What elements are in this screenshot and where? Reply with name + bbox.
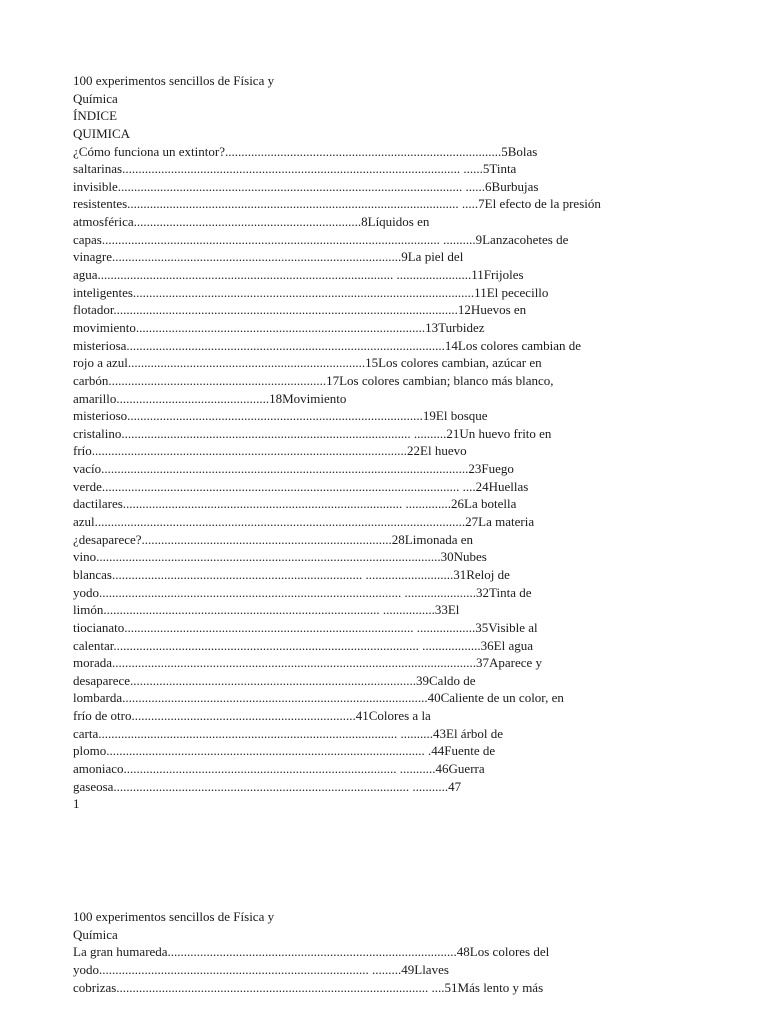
- text-line: plomo.................................................................................................. .44Fuente de: [73, 743, 496, 759]
- text-line: calentar.............................................................................................. ..................36El agua: [73, 637, 534, 653]
- text-line: yodo............................................................................................. ......................32Tinta de: [73, 584, 532, 600]
- text-line: gaseosa........................................................................................... ...........47: [73, 778, 462, 794]
- text-line: azul..................................................................................................................27La materia: [73, 514, 535, 530]
- text-line: amarillo...............................................18Movimiento: [73, 390, 347, 406]
- document-page-1: [73, 72, 703, 813]
- text-line: ¿desaparece?.............................................................................28Limonada en: [73, 531, 474, 547]
- text-line: misteriosa..................................................................................................14Los colores cambian de: [73, 337, 582, 353]
- text-line: ÍNDICE: [73, 108, 118, 124]
- text-line: desaparece........................................................................................39Caldo de: [73, 672, 476, 688]
- text-line: saltarinas........................................................................................................ ......5Tinta: [73, 161, 517, 177]
- text-line: ¿Cómo funciona un extintor?.....................................................................................5Bolas: [73, 143, 538, 159]
- text-line: frío.................................................................................................22El huevo: [73, 443, 467, 459]
- text-line: limón..................................................................................... ................33El: [73, 602, 460, 618]
- text-line: atmosférica......................................................................8Líquidos en: [73, 214, 430, 230]
- text-line: resistentes...................................................................................................... .....7El efecto de la presión: [73, 196, 601, 212]
- text-line: verde.............................................................................................................. ....24Huellas: [73, 478, 529, 494]
- text-line: vinagre.........................................................................................9La piel del: [73, 249, 464, 265]
- document-page-2: [73, 908, 703, 996]
- text-line: agua........................................................................................... .......................11Frijoles: [73, 267, 524, 283]
- text-line: dactilares...................................................................................... ..............26La botella: [73, 496, 517, 512]
- text-line: misterioso...........................................................................................19El bosque: [73, 408, 488, 424]
- text-line: invisible.......................................................................................................... ......6Burbujas: [73, 178, 539, 194]
- text-line: carbón...................................................................17Los colores cambian; blanco más blanco,: [73, 372, 554, 388]
- text-line: yodo................................................................................... .........49Llaves: [73, 961, 449, 977]
- text-line: 100 experimentos sencillos de Física y: [73, 73, 275, 88]
- text-line: Química: [73, 926, 118, 942]
- text-line: QUIMICA: [73, 125, 131, 141]
- text-line: flotador..........................................................................................................12Huevos en: [73, 302, 527, 318]
- text-line: cristalino......................................................................................... ..........21Un huevo frito en: [73, 425, 552, 441]
- text-line: rojo a azul.........................................................................15Los colores cambian, azúcar en: [73, 355, 542, 371]
- text-line: capas........................................................................................................ ..........9Lanzacohetes de: [73, 231, 569, 247]
- text-line: amoniaco.................................................................................... ...........46Guerra: [73, 760, 485, 776]
- text-line: blancas............................................................................. ...........................31Reloj de: [73, 566, 510, 582]
- text-line: cobrizas................................................................................................ ....51Más lento y más: [73, 979, 544, 995]
- text-line: vino..........................................................................................................30Nubes: [73, 549, 487, 565]
- text-line: La gran humareda.........................................................................................48Los colores del: [73, 944, 550, 960]
- text-line: Química: [73, 90, 118, 106]
- text-line: vacío.................................................................................................................23Fuego: [73, 461, 514, 477]
- text-line: morada................................................................................................................37Aparece y: [73, 655, 543, 671]
- text-line: lombarda..............................................................................................40Caliente de un color, en: [73, 690, 564, 706]
- text-line: 1: [73, 796, 80, 812]
- text-line: frío de otro.....................................................................41Colores a la: [73, 708, 431, 724]
- text-line: tiocianato......................................................................................... ..................35Visible al: [73, 619, 538, 635]
- text-line: movimiento.........................................................................................13Turbidez: [73, 319, 485, 335]
- text-line: carta............................................................................................ ..........43El árbol de: [73, 725, 504, 741]
- text-line: inteligentes.........................................................................................................11El pececillo: [73, 284, 549, 300]
- text-line: 100 experimentos sencillos de Física y: [73, 909, 275, 924]
